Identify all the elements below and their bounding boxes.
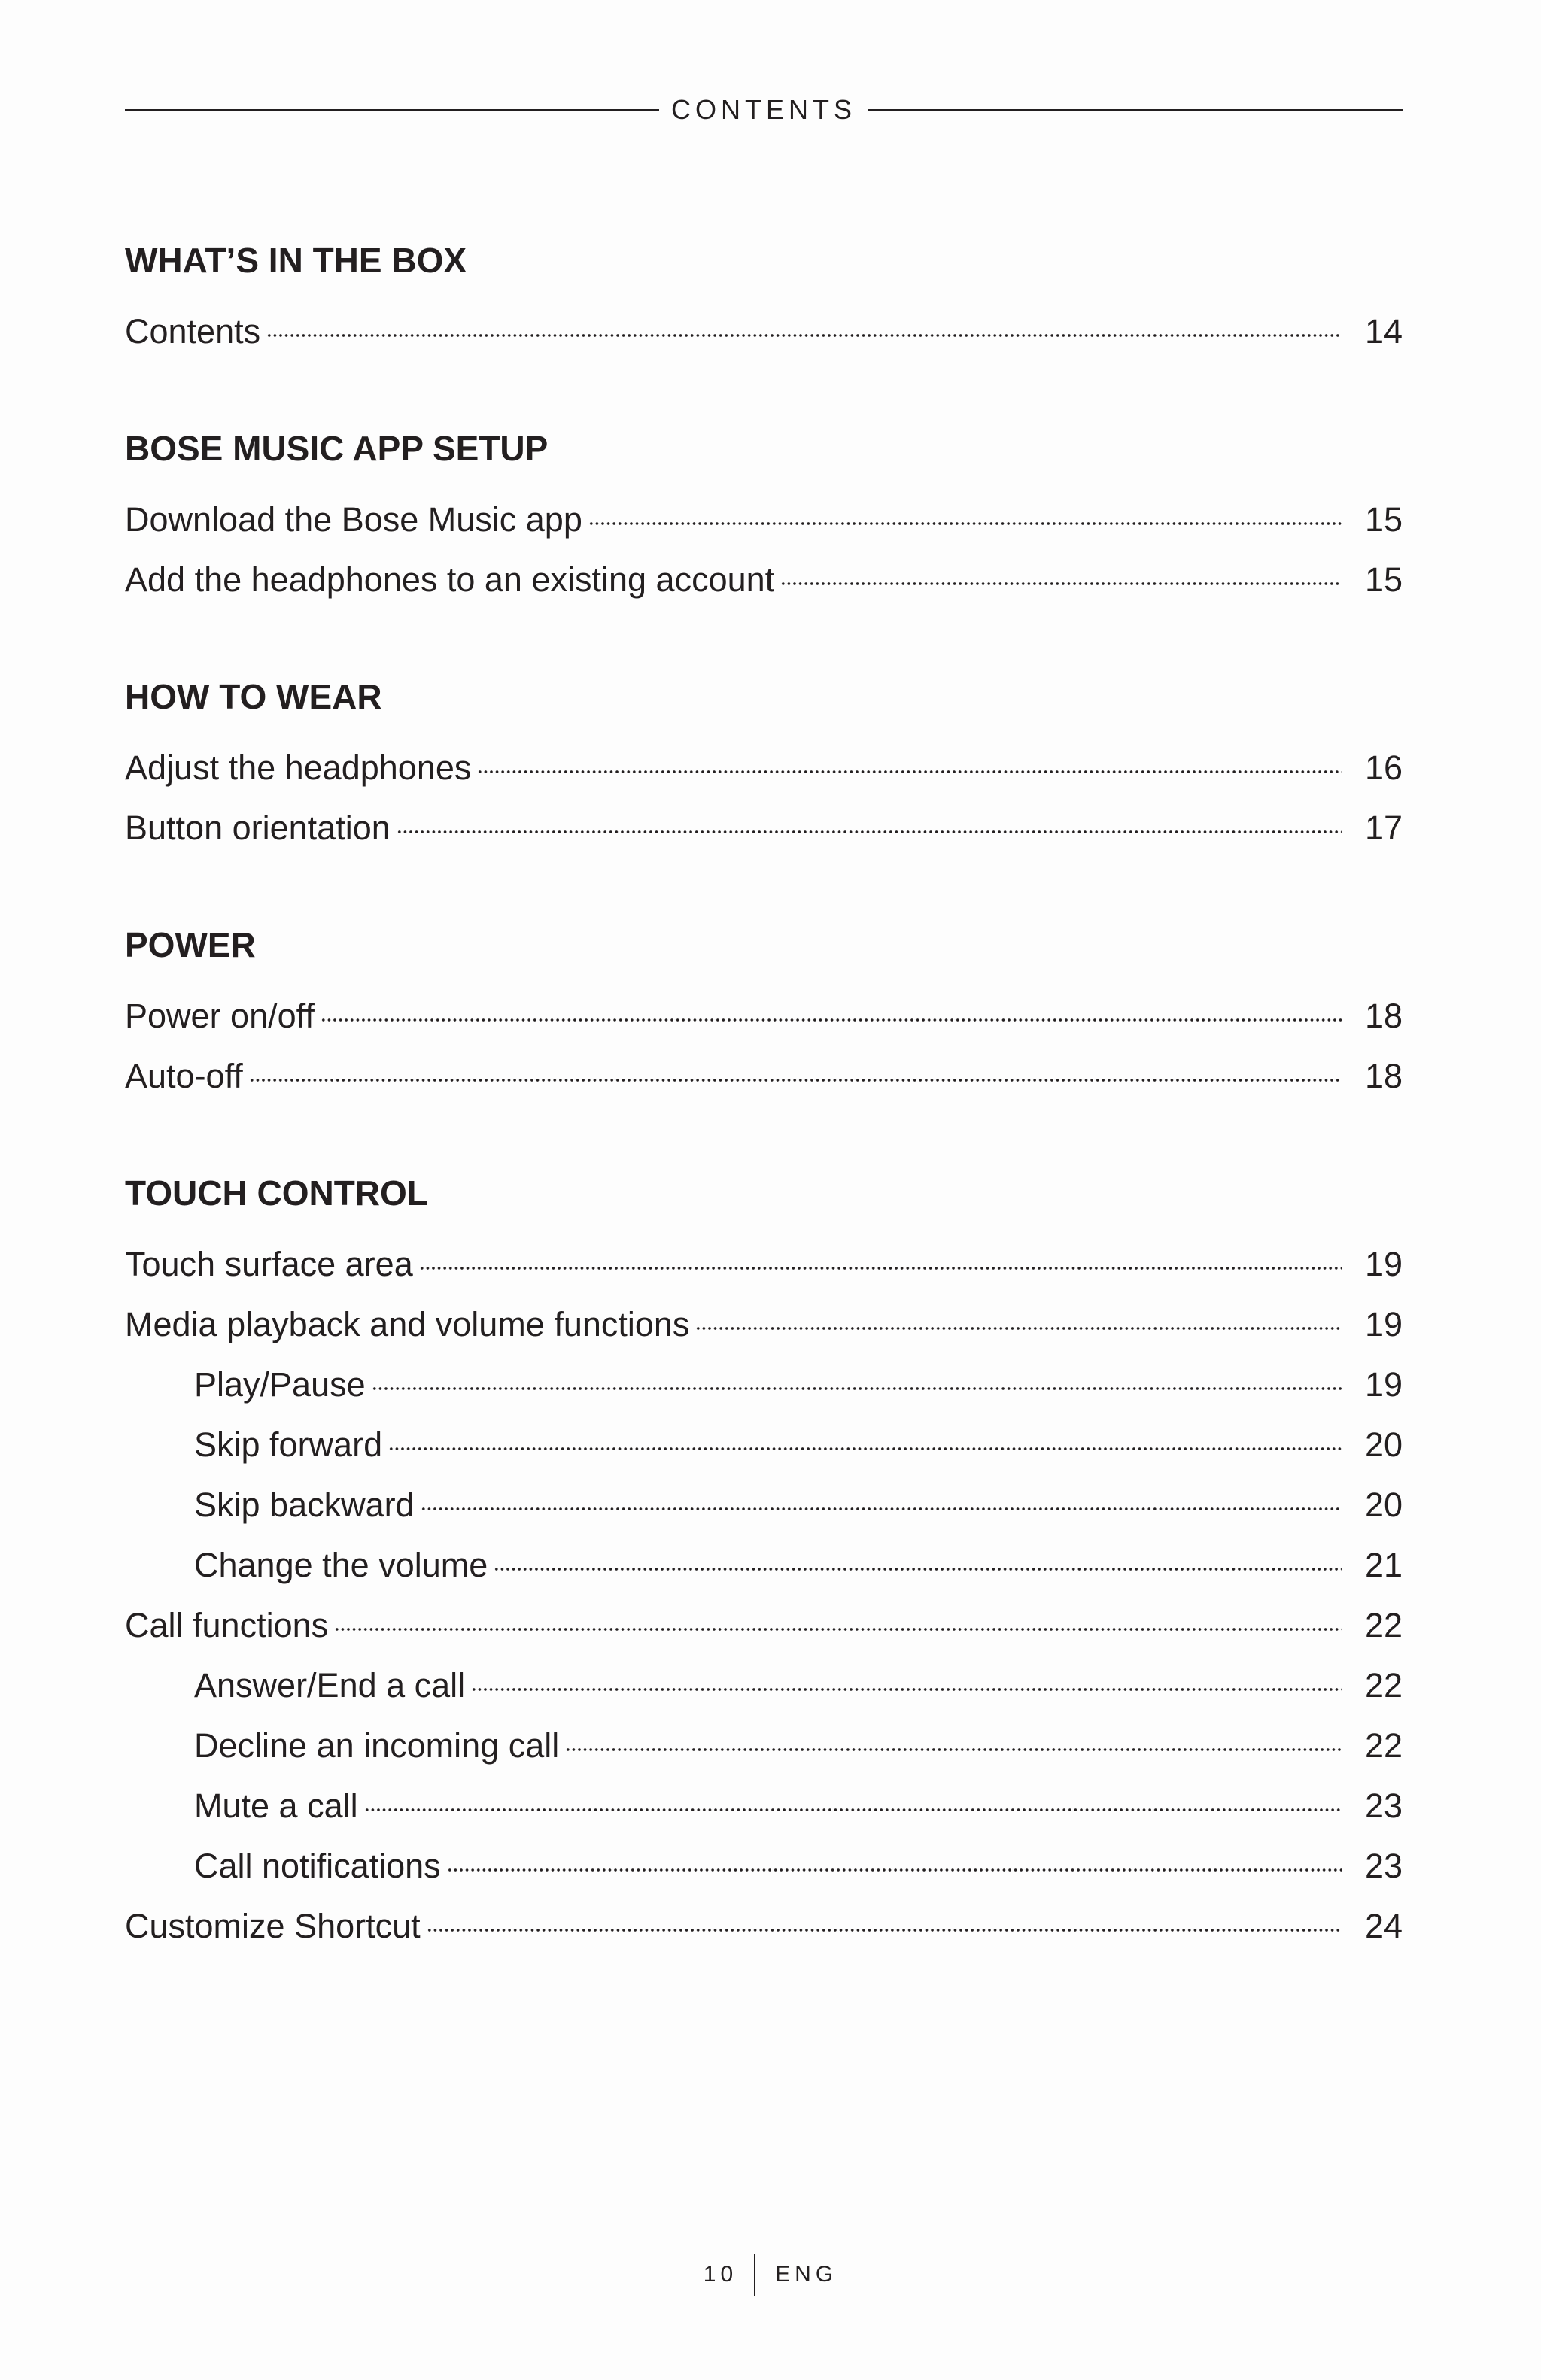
dot-leader <box>421 1471 1342 1516</box>
toc-entry-label: Touch surface area <box>125 1245 413 1283</box>
toc-entry-answer-end-call[interactable] <box>125 1652 1403 1705</box>
dot-leader <box>334 1592 1342 1637</box>
toc-entry-change-volume[interactable] <box>125 1532 1403 1584</box>
toc-entry-page: 20 <box>1364 1425 1403 1464</box>
toc-entry-download-app[interactable] <box>125 486 1403 539</box>
toc-entry-label: Power on/off <box>125 997 315 1035</box>
toc-entry-call-notifications[interactable] <box>125 1832 1403 1885</box>
toc-entry-label: Change the volume <box>194 1546 488 1584</box>
toc-entry-label: Contents <box>125 312 261 351</box>
toc-entry-label: Call notifications <box>194 1847 441 1885</box>
toc-entry-label: Answer/End a call <box>194 1666 466 1705</box>
toc-entry-label: Adjust the headphones <box>125 748 472 787</box>
dot-leader <box>397 794 1342 839</box>
toc-entry-page: 24 <box>1364 1907 1403 1945</box>
footer-divider <box>754 2254 755 2296</box>
toc-entry-label: Mute a call <box>194 1787 358 1825</box>
header-rule-left <box>125 109 659 111</box>
toc-entry-label: Add the headphones to an existing account <box>125 560 775 599</box>
toc-entry-customize-shortcut[interactable] <box>125 1893 1403 1945</box>
toc-entry-label: Download the Bose Music app <box>125 500 582 539</box>
toc-entry-page: 17 <box>1364 809 1403 847</box>
dot-leader <box>471 1652 1342 1697</box>
contents-header <box>125 96 1403 123</box>
section-heading-power: POWER <box>125 925 256 964</box>
toc-entry-page: 22 <box>1364 1606 1403 1644</box>
toc-entry-call-functions[interactable] <box>125 1592 1403 1644</box>
dot-leader <box>372 1351 1342 1396</box>
toc-entry-page: 19 <box>1364 1305 1403 1343</box>
toc-entry-touch-surface-area[interactable] <box>125 1231 1403 1283</box>
dot-leader <box>321 982 1342 1028</box>
toc-entry-label: Decline an incoming call <box>194 1726 560 1765</box>
toc-entry-page: 18 <box>1364 1057 1403 1095</box>
toc-entry-skip-backward[interactable] <box>125 1471 1403 1524</box>
toc-entry-label: Button orientation <box>125 809 391 847</box>
dot-leader <box>427 1893 1342 1938</box>
page-title: CONTENTS <box>671 94 856 125</box>
dot-leader <box>494 1532 1342 1577</box>
toc-entry-label: Media playback and volume functions <box>125 1305 690 1343</box>
toc-entry-skip-forward[interactable] <box>125 1411 1403 1464</box>
toc-entry-page: 21 <box>1364 1546 1403 1584</box>
dot-leader <box>565 1712 1342 1757</box>
toc-entry-add-headphones[interactable] <box>125 546 1403 599</box>
toc-entry-power-on-off[interactable] <box>125 982 1403 1035</box>
section-heading-how-to-wear: HOW TO WEAR <box>125 677 382 716</box>
toc-entry-page: 22 <box>1364 1666 1403 1705</box>
dot-leader <box>695 1291 1342 1336</box>
toc-entry-label: Call functions <box>125 1606 329 1644</box>
toc-entry-page: 22 <box>1364 1726 1403 1765</box>
dot-leader <box>447 1832 1342 1878</box>
toc-entry-page: 16 <box>1364 748 1403 787</box>
toc-entry-page: 14 <box>1364 312 1403 351</box>
dot-leader <box>388 1411 1342 1456</box>
toc-entry-page: 23 <box>1364 1787 1403 1825</box>
dot-leader <box>249 1043 1342 1088</box>
toc-entry-button-orientation[interactable] <box>125 794 1403 847</box>
toc-entry-media-playback[interactable] <box>125 1291 1403 1343</box>
toc-entry-play-pause[interactable] <box>125 1351 1403 1404</box>
toc-entry-mute-call[interactable] <box>125 1772 1403 1825</box>
page-footer <box>0 2252 1541 2297</box>
footer-page-number: 10 <box>703 2262 738 2287</box>
section-heading-bose-music-app-setup: BOSE MUSIC APP SETUP <box>125 429 549 468</box>
toc-entry-page: 23 <box>1364 1847 1403 1885</box>
dot-leader <box>780 546 1342 591</box>
dot-leader <box>477 734 1342 779</box>
footer-language: ENG <box>775 2262 838 2287</box>
toc-entry-label: Skip forward <box>194 1425 383 1464</box>
toc-entry-label: Customize Shortcut <box>125 1907 421 1945</box>
dot-leader <box>266 298 1342 343</box>
toc-entry-label: Play/Pause <box>194 1365 366 1404</box>
dot-leader <box>419 1231 1342 1276</box>
section-heading-touch-control: TOUCH CONTROL <box>125 1173 428 1213</box>
dot-leader <box>588 486 1342 531</box>
toc-entry-auto-off[interactable] <box>125 1043 1403 1095</box>
header-rule-right <box>868 109 1403 111</box>
toc-entry-contents[interactable] <box>125 298 1403 351</box>
dot-leader <box>364 1772 1342 1817</box>
toc-entry-decline-call[interactable] <box>125 1712 1403 1765</box>
toc-entry-page: 19 <box>1364 1245 1403 1283</box>
toc-entry-label: Auto-off <box>125 1057 243 1095</box>
toc-entry-page: 20 <box>1364 1486 1403 1524</box>
toc-entry-page: 15 <box>1364 560 1403 599</box>
toc-entry-label: Skip backward <box>194 1486 415 1524</box>
toc-entry-page: 18 <box>1364 997 1403 1035</box>
toc-entry-page: 19 <box>1364 1365 1403 1404</box>
toc-entry-adjust-headphones[interactable] <box>125 734 1403 787</box>
toc-entry-page: 15 <box>1364 500 1403 539</box>
section-heading-whats-in-the-box: WHAT’S IN THE BOX <box>125 241 467 280</box>
